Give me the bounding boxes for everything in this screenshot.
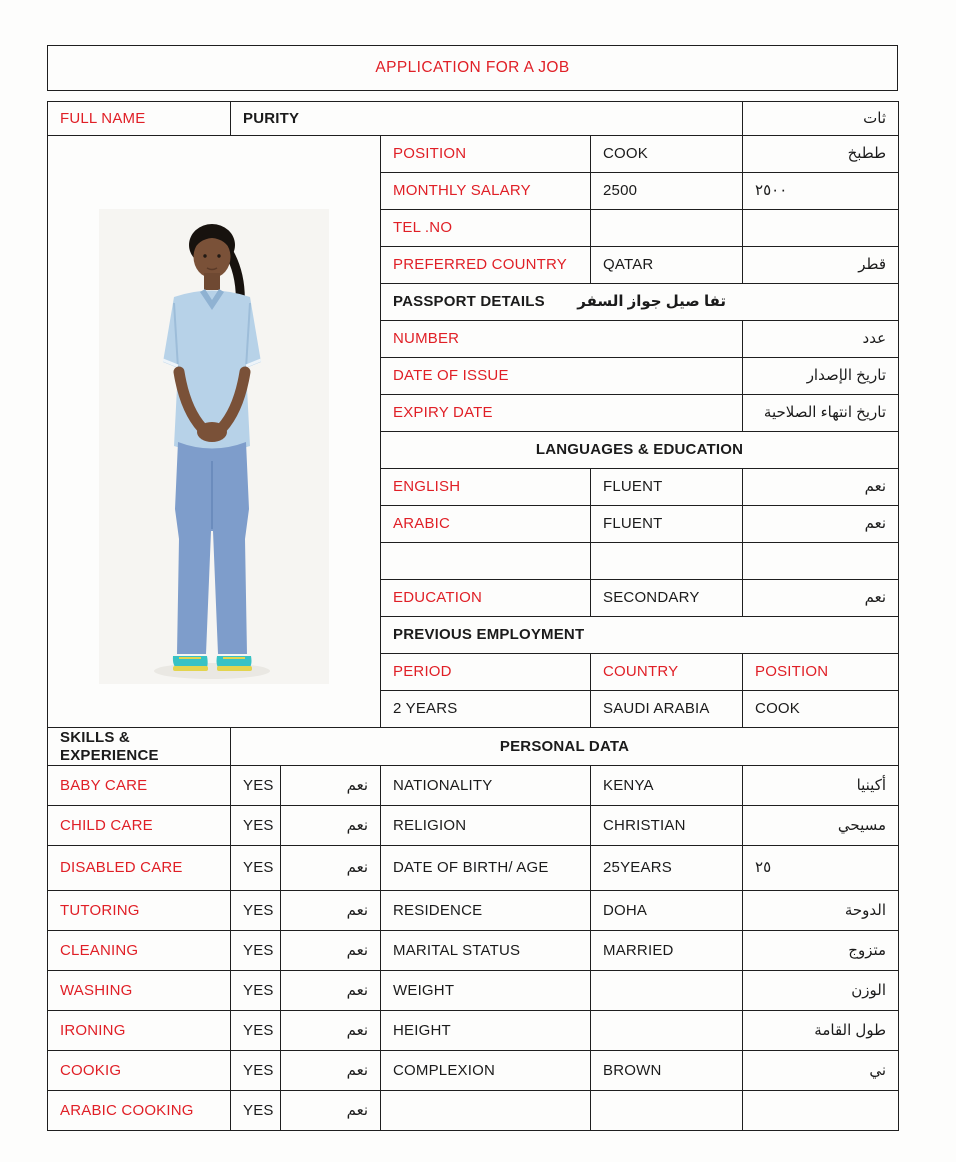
education-arabic: نعم xyxy=(743,580,899,617)
english-arabic: نعم xyxy=(743,469,899,506)
child-care-label: CHILD CARE xyxy=(48,806,231,846)
child-care-row xyxy=(48,806,899,846)
baby-care-value: YES xyxy=(231,766,281,806)
empty-personal-label xyxy=(381,1091,591,1131)
employment-country-value: SAUDI ARABIA xyxy=(591,691,743,728)
applicant-photo xyxy=(60,179,368,684)
disabled-care-value: YES xyxy=(231,846,281,891)
tutoring-arabic: نعم xyxy=(281,891,381,931)
page-title: APPLICATION FOR A JOB xyxy=(47,45,898,91)
cooking-label: COOKIG xyxy=(48,1051,231,1091)
education-value: SECONDARY xyxy=(591,580,743,617)
nationality-arabic: أكينيا xyxy=(743,766,899,806)
employment-position-column: POSITION xyxy=(743,654,899,691)
washing-arabic: نعم xyxy=(281,971,381,1011)
baby-care-arabic: نعم xyxy=(281,766,381,806)
religion-label: RELIGION xyxy=(381,806,591,846)
ironing-arabic: نعم xyxy=(281,1011,381,1051)
residence-arabic: الدوحة xyxy=(743,891,899,931)
ironing-label: IRONING xyxy=(48,1011,231,1051)
cleaning-arabic: نعم xyxy=(281,931,381,971)
date-of-birth-arabic: ٢٥ xyxy=(743,846,899,891)
preferred-country-value: QATAR xyxy=(591,247,743,284)
empty-language-label xyxy=(381,543,591,580)
cleaning-row xyxy=(48,931,899,971)
arabic-cooking-value: YES xyxy=(231,1091,281,1131)
english-value: FLUENT xyxy=(591,469,743,506)
complexion-arabic: ني xyxy=(743,1051,899,1091)
marital-status-arabic: متزوج xyxy=(743,931,899,971)
expiry-date-label: EXPIRY DATE xyxy=(381,395,743,432)
employment-country-column: COUNTRY xyxy=(591,654,743,691)
ironing-row xyxy=(48,1011,899,1051)
cooking-arabic: نعم xyxy=(281,1051,381,1091)
preferred-country-label: PREFERRED COUNTRY xyxy=(381,247,591,284)
religion-value: CHRISTIAN xyxy=(591,806,743,846)
weight-value xyxy=(591,971,743,1011)
cleaning-label: CLEANING xyxy=(48,931,231,971)
full-name-arabic: ثات xyxy=(743,102,899,136)
complexion-label: COMPLEXION xyxy=(381,1051,591,1091)
nationality-label: NATIONALITY xyxy=(381,766,591,806)
passport-number-arabic: عدد xyxy=(743,321,899,358)
previous-employment-header: PREVIOUS EMPLOYMENT xyxy=(381,617,899,654)
skills-personal-header-row xyxy=(48,728,899,766)
monthly-salary-label: MONTHLY SALARY xyxy=(381,173,591,210)
arabic-label: ARABIC xyxy=(381,506,591,543)
position-arabic: ططبخ xyxy=(743,136,899,173)
date-of-issue-label: DATE OF ISSUE xyxy=(381,358,743,395)
full-name-value: PURITY xyxy=(231,102,743,136)
application-table xyxy=(47,101,899,1131)
application-form xyxy=(47,45,898,1131)
residence-label: RESIDENCE xyxy=(381,891,591,931)
empty-personal-value xyxy=(591,1091,743,1131)
baby-care-row xyxy=(48,766,899,806)
employment-period-column: PERIOD xyxy=(381,654,591,691)
preferred-country-arabic: قطر xyxy=(743,247,899,284)
date-of-birth-label: DATE OF BIRTH/ AGE xyxy=(381,846,591,891)
tutoring-label: TUTORING xyxy=(48,891,231,931)
tutoring-value: YES xyxy=(231,891,281,931)
washing-label: WASHING xyxy=(48,971,231,1011)
child-care-value: YES xyxy=(231,806,281,846)
tel-no-label: TEL .NO xyxy=(381,210,591,247)
religion-arabic: مسيحي xyxy=(743,806,899,846)
passport-details-header xyxy=(381,284,899,321)
height-label: HEIGHT xyxy=(381,1011,591,1051)
complexion-value: BROWN xyxy=(591,1051,743,1091)
date-of-birth-value: 25YEARS xyxy=(591,846,743,891)
passport-number-label: NUMBER xyxy=(381,321,743,358)
nationality-value: KENYA xyxy=(591,766,743,806)
empty-language-arabic xyxy=(743,543,899,580)
education-label: EDUCATION xyxy=(381,580,591,617)
weight-label: WEIGHT xyxy=(381,971,591,1011)
cooking-row xyxy=(48,1051,899,1091)
applicant-photo-figure xyxy=(99,209,329,684)
empty-language-value xyxy=(591,543,743,580)
full-name-row xyxy=(48,102,899,136)
monthly-salary-arabic: ٢٥٠٠ xyxy=(743,173,899,210)
skills-experience-header: SKILLS & EXPERIENCE xyxy=(48,728,231,766)
weight-arabic: الوزن xyxy=(743,971,899,1011)
passport-details-title: PASSPORT DETAILS xyxy=(393,293,545,311)
employment-period-value: 2 YEARS xyxy=(381,691,591,728)
arabic-cooking-row xyxy=(48,1091,899,1131)
height-arabic: طول القامة xyxy=(743,1011,899,1051)
arabic-cooking-label: ARABIC COOKING xyxy=(48,1091,231,1131)
position-row xyxy=(48,136,899,173)
monthly-salary-value: 2500 xyxy=(591,173,743,210)
washing-value: YES xyxy=(231,971,281,1011)
marital-status-value: MARRIED xyxy=(591,931,743,971)
child-care-arabic: نعم xyxy=(281,806,381,846)
disabled-care-label: DISABLED CARE xyxy=(48,846,231,891)
arabic-cooking-arabic: نعم xyxy=(281,1091,381,1131)
empty-personal-arabic xyxy=(743,1091,899,1131)
personal-data-header: PERSONAL DATA xyxy=(231,728,899,766)
passport-details-title-arabic: تفا صيل جواز السفر xyxy=(577,293,727,311)
position-value: COOK xyxy=(591,136,743,173)
height-value xyxy=(591,1011,743,1051)
arabic-arabic: نعم xyxy=(743,506,899,543)
english-label: ENGLISH xyxy=(381,469,591,506)
full-name-label: FULL NAME xyxy=(48,102,231,136)
employment-position-value: COOK xyxy=(743,691,899,728)
tutoring-row xyxy=(48,891,899,931)
arabic-value: FLUENT xyxy=(591,506,743,543)
expiry-date-arabic: تاريخ انتهاء الصلاحية xyxy=(743,395,899,432)
washing-row xyxy=(48,971,899,1011)
marital-status-label: MARITAL STATUS xyxy=(381,931,591,971)
residence-value: DOHA xyxy=(591,891,743,931)
tel-no-arabic xyxy=(743,210,899,247)
date-of-issue-arabic: تاريخ الإصدار xyxy=(743,358,899,395)
position-label: POSITION xyxy=(381,136,591,173)
cleaning-value: YES xyxy=(231,931,281,971)
languages-education-header: LANGUAGES & EDUCATION xyxy=(381,432,899,469)
disabled-care-row xyxy=(48,846,899,891)
baby-care-label: BABY CARE xyxy=(48,766,231,806)
disabled-care-arabic: نعم xyxy=(281,846,381,891)
applicant-photo-cell xyxy=(48,136,381,728)
tel-no-value xyxy=(591,210,743,247)
cooking-value: YES xyxy=(231,1051,281,1091)
ironing-value: YES xyxy=(231,1011,281,1051)
